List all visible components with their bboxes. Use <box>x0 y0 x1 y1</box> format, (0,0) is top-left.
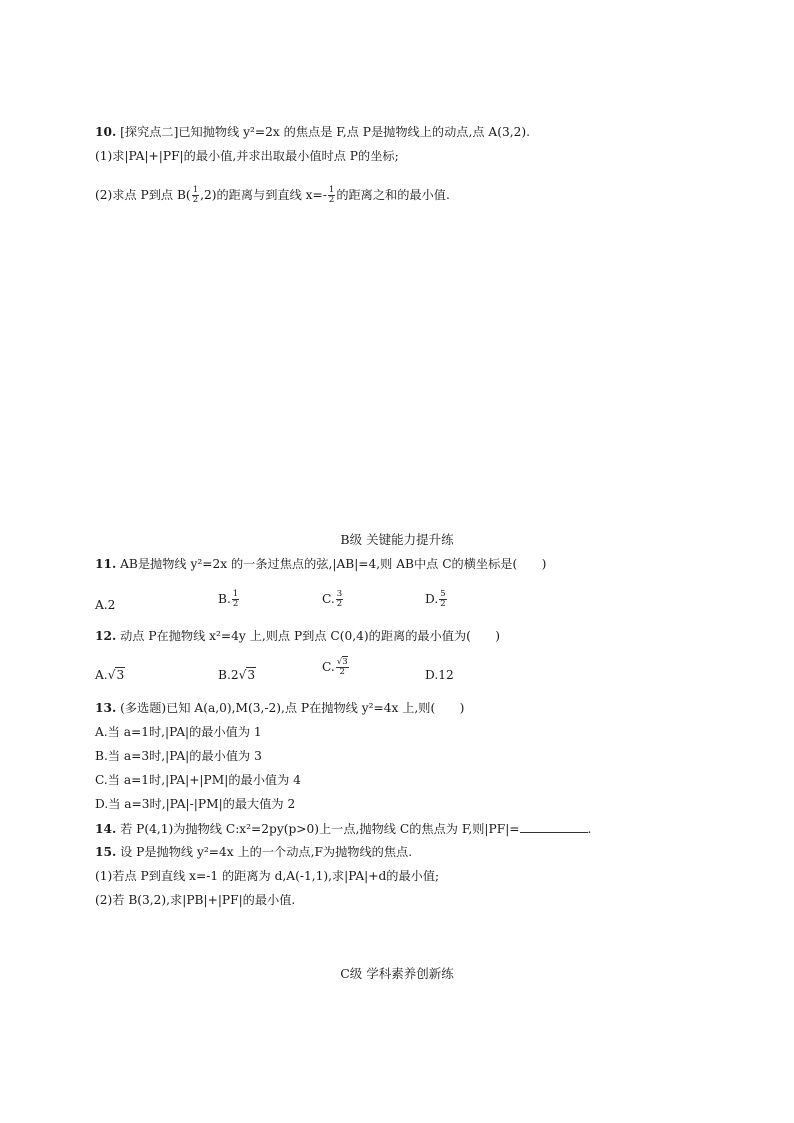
q11-option-d <box>425 590 448 609</box>
q12-option-a <box>95 667 125 683</box>
q10-part2-text-b: ,2)的距离与到直线 x=- <box>200 188 327 202</box>
fraction-numerator: 5 <box>440 589 446 599</box>
option-label: D. <box>425 592 439 606</box>
q10-part2 <box>95 186 450 205</box>
fraction-numerator: 1 <box>328 185 335 195</box>
section-c-heading: C级 学科素养创新练 <box>340 966 454 981</box>
q11-text: AB是抛物线 y²=2x 的一条过焦点的弦,|AB|=4,则 AB中点 C的横坐标是( ) <box>120 557 547 571</box>
fraction-denominator: 2 <box>192 195 199 205</box>
fraction-numerator: 1 <box>192 185 199 195</box>
q13-text: (多选题)已知 A(a,0),M(3,-2),点 P在抛物线 y²=4x 上,则( ) <box>120 701 465 715</box>
q15-stem <box>95 844 412 860</box>
answer-blank[interactable] <box>520 820 588 833</box>
q12-stem <box>95 628 500 644</box>
fraction-denominator: 2 <box>339 667 345 677</box>
q11-option-c <box>322 590 344 609</box>
q13-stem <box>95 700 464 716</box>
q12-option-b <box>218 667 256 683</box>
option-fraction <box>232 590 239 609</box>
q14-period: . <box>587 822 592 836</box>
fraction-denominator: 2 <box>336 599 343 609</box>
option-label: C. <box>322 592 335 606</box>
radicand: 3 <box>342 657 348 667</box>
q10-part1: (1)求|PA|+|PF|的最小值,并求出取最小值时点 P的坐标; <box>95 149 399 163</box>
option-fraction <box>439 590 446 609</box>
option-label: B.2 <box>218 668 239 682</box>
q15-text: 设 P是抛物线 y²=4x 上的一个动点,F为抛物线的焦点. <box>120 845 413 859</box>
q14-stem <box>95 820 591 837</box>
q15-part1: (1)若点 P到直线 x=-1 的距离为 d,A(-1,1),求|PA|+d的最小值; <box>95 869 440 883</box>
option-fraction <box>336 590 343 609</box>
section-b-heading: B级 关键能力提升练 <box>340 532 454 547</box>
q10-fraction-x <box>328 186 335 205</box>
q15-number: 15. <box>95 845 117 859</box>
q14-text: 若 P(4,1)为抛物线 C:x²=2py(p>0)上一点,抛物线 C的焦点为 F,则|PF|= <box>120 822 520 836</box>
q10-line1 <box>95 124 530 140</box>
q13-option-a: A.当 a=1时,|PA|的最小值为 1 <box>95 725 262 739</box>
q12-text: 动点 P在抛物线 x²=4y 上,则点 P到点 C(0,4)的距离的最小值为( ) <box>120 629 501 643</box>
fraction-numerator: 3 <box>336 589 343 599</box>
option-label: A. <box>95 668 108 682</box>
q13-option-d: D.当 a=3时,|PA|-|PM|的最大值为 2 <box>95 797 296 811</box>
q15-part2: (2)若 B(3,2),求|PB|+|PF|的最小值. <box>95 893 296 907</box>
q10-number: 10. <box>95 125 117 139</box>
q10-stem: [探究点二]已知抛物线 y²=2x 的焦点是 F,点 P是抛物线上的动点,点 A(3,2). <box>120 125 530 139</box>
sqrt-symbol: √3 <box>238 668 256 682</box>
q11-number: 11. <box>95 557 117 571</box>
q11-option-b <box>218 590 240 609</box>
q10-fraction-b <box>192 186 199 205</box>
fraction-denominator: 2 <box>440 599 446 609</box>
q14-number: 14. <box>95 822 117 836</box>
option-label: C. <box>322 660 335 674</box>
q11-stem <box>95 556 546 572</box>
option-fraction <box>336 658 349 677</box>
option-label: B. <box>218 592 231 606</box>
radicand: 3 <box>116 668 125 682</box>
q13-option-b: B.当 a=3时,|PA|的最小值为 3 <box>95 749 262 763</box>
radicand: 3 <box>247 668 256 682</box>
fraction-numerator: √3 <box>336 657 348 667</box>
q11-option-a: A.2 <box>95 598 116 612</box>
q10-part2-text-c: 的距离之和的最小值. <box>336 188 450 202</box>
sqrt-symbol: √3 <box>107 668 125 682</box>
fraction-denominator: 2 <box>328 195 335 205</box>
q12-number: 12. <box>95 629 117 643</box>
q12-option-c <box>322 658 350 677</box>
q10-part2-text-a: (2)求点 P到点 B( <box>95 188 191 202</box>
q13-number: 13. <box>95 701 117 715</box>
q13-option-c: C.当 a=1时,|PA|+|PM|的最小值为 4 <box>95 773 301 787</box>
fraction-numerator: 1 <box>232 589 239 599</box>
fraction-denominator: 2 <box>232 599 239 609</box>
q12-option-d: D.12 <box>425 668 454 682</box>
